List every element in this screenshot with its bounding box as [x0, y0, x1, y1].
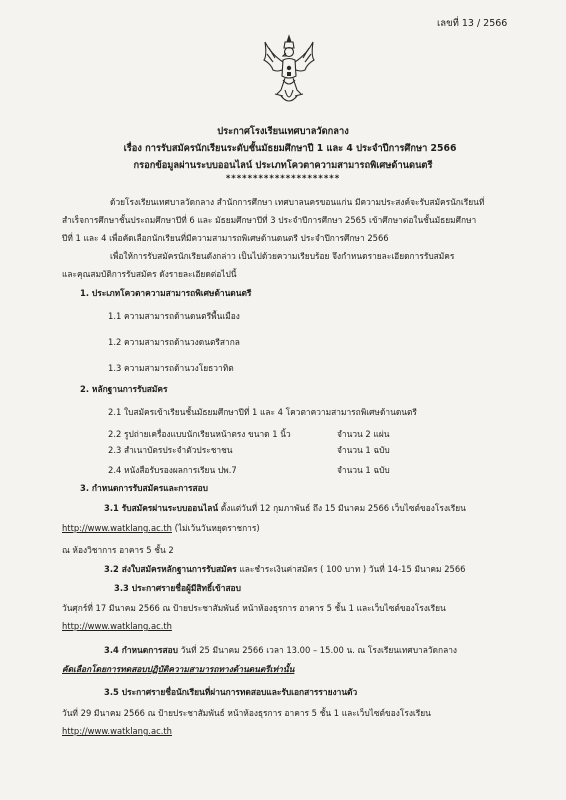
section-1-heading: 1. ประเภทโควตาความสามารถพิเศษด้านดนตรี: [80, 288, 252, 298]
intro-line-2: สำเร็จการศึกษาชั้นประถมศึกษาปีที่ 6 และ มัธยมศึกษาปีที่ 3 ประจำปีการศึกษา 2565 เข้าศึกษาต่อในชั้นมัธยมศึกษา: [62, 215, 477, 225]
section-3-item-1-link-line: [62, 521, 260, 535]
school-website-link-1[interactable]: http://www.watklang.ac.th: [62, 523, 172, 533]
section-2-item-4: 2.4 หนังสือรับรองผลการเรียน ปพ.7: [108, 465, 237, 475]
section-3-item-4-label: 3.4 กำหนดการสอบ: [104, 645, 178, 655]
section-3-item-1-note: (ไม่เว้นวันหยุดราชการ): [171, 523, 260, 533]
section-3-item-4-text: วันที่ 25 มีนาคม 2566 เวลา 13.00 – 15.00 น. ณ โรงเรียนเทศบาลวัดกลาง: [177, 645, 457, 655]
section-3-heading: 3. กำหนดการรับสมัครและการสอบ: [80, 483, 208, 493]
section-2-item-1: 2.1 ใบสมัครเข้าเรียนชั้นมัธยมศึกษาปีที่ 1 และ 4 โควตาความสามารถพิเศษด้านดนตรี: [108, 407, 417, 417]
section-2-item-2-quantity: จำนวน 2 แผ่น: [337, 429, 390, 439]
garuda-emblem-icon: [261, 34, 317, 106]
school-website-link-2[interactable]: http://www.watklang.ac.th: [62, 621, 172, 631]
school-website-link-3[interactable]: http://www.watklang.ac.th: [62, 726, 172, 736]
section-3-item-4: [104, 643, 457, 657]
section-3-item-5-link-line: [62, 726, 172, 736]
section-3-item-1-text: ตั้งแต่วันที่ 12 กุมภาพันธ์ ถึง 15 มีนาคม 2566 เว็บไซต์ของโรงเรียน: [218, 503, 466, 513]
section-3-item-3-text: วันศุกร์ที่ 17 มีนาคม 2566 ณ ป้ายประชาสัมพันธ์ หน้าห้องธุรการ อาคาร 5 ชั้น 1 และเว็บไซต์ของโรงเรียน: [62, 603, 446, 613]
section-3-item-3-link-line: [62, 621, 172, 631]
section-1-item-1: 1.1 ความสามารถด้านดนตรีพื้นเมือง: [108, 311, 240, 321]
document-number: เลขที่ 13 / 2566: [437, 18, 508, 29]
announcement-subject: เรื่อง การรับสมัครนักเรียนระดับชั้นมัธยมศึกษาปี 1 และ 4 ประจำปีการศึกษา 2566: [123, 143, 457, 154]
announcement-title: ประกาศโรงเรียนเทศบาลวัดกลาง: [217, 126, 349, 137]
section-2-item-3: 2.3 สำเนาบัตรประจำตัวประชาชน: [108, 445, 233, 455]
section-3-item-1-label: 3.1 รับสมัครผ่านระบบออนไลน์: [104, 503, 219, 513]
section-3-item-5-label: 3.5 ประกาศรายชื่อนักเรียนที่ผ่านการทดสอบและรับเอกสารรายงานตัว: [104, 687, 358, 697]
separator-stars: *********************: [225, 174, 341, 184]
section-3-item-5-text: วันที่ 29 มีนาคม 2566 ณ ป้ายประชาสัมพันธ์ หน้าห้องธุรการ อาคาร 5 ชั้น 1 และเว็บไซต์ของโรงเรียน: [62, 708, 431, 718]
announcement-subtitle: กรอกข้อมูลผ่านระบบออนไลน์ ประเภทโควตาความสามารถพิเศษด้านดนตรี: [133, 160, 433, 171]
section-2-item-4-quantity: จำนวน 1 ฉบับ: [337, 465, 390, 475]
section-2-item-2: 2.2 รูปถ่ายเครื่องแบบนักเรียนหน้าตรง ขนาด 1 นิ้ว: [108, 429, 291, 439]
section-3-item-1: [104, 501, 466, 515]
section-3-item-4-note: คัดเลือกโดยการทดสอบปฏิบัติความสามารถทางด้านดนตรีเท่านั้น: [62, 664, 295, 674]
section-3-item-1-place: ณ ห้องวิชาการ อาคาร 5 ชั้น 2: [62, 545, 174, 555]
section-1-item-3: 1.3 ความสามารถด้านวงโยธวาทิต: [108, 363, 234, 373]
intro-line-5: และคุณสมบัติการรับสมัคร ดังรายละเอียดต่อไปนี้: [62, 269, 237, 279]
section-3-item-2-label: 3.2 ส่งใบสมัครหลักฐานการรับสมัคร: [104, 564, 237, 574]
section-3-item-2: [104, 562, 466, 576]
section-2-item-3-quantity: จำนวน 1 ฉบับ: [337, 445, 390, 455]
intro-line-4: เพื่อให้การรับสมัครนักเรียนดังกล่าว เป็นไปด้วยความเรียบร้อย จึงกำหนดรายละเอียดการรับสมัคร: [110, 251, 455, 261]
section-3-item-2-text: และชำระเงินค่าสมัคร ( 100 บาท ) วันที่ 14-15 มีนาคม 2566: [236, 564, 466, 574]
section-2-heading: 2. หลักฐานการรับสมัคร: [80, 384, 168, 394]
intro-line-1: ด้วยโรงเรียนเทศบาลวัดกลาง สำนักการศึกษา เทศบาลนครขอนแก่น มีความประสงค์จะรับสมัครนักเรียนที่: [110, 197, 485, 207]
section-3-item-3-label: 3.3 ประกาศรายชื่อผู้มีสิทธิ์เข้าสอบ: [114, 583, 241, 593]
intro-line-3: ปีที่ 1 และ 4 เพื่อคัดเลือกนักเรียนที่มีความสามารถพิเศษด้านดนตรี ประจำปีการศึกษา 2566: [62, 233, 389, 243]
section-1-item-2: 1.2 ความสามารถด้านวงดนตรีสากล: [108, 337, 240, 347]
